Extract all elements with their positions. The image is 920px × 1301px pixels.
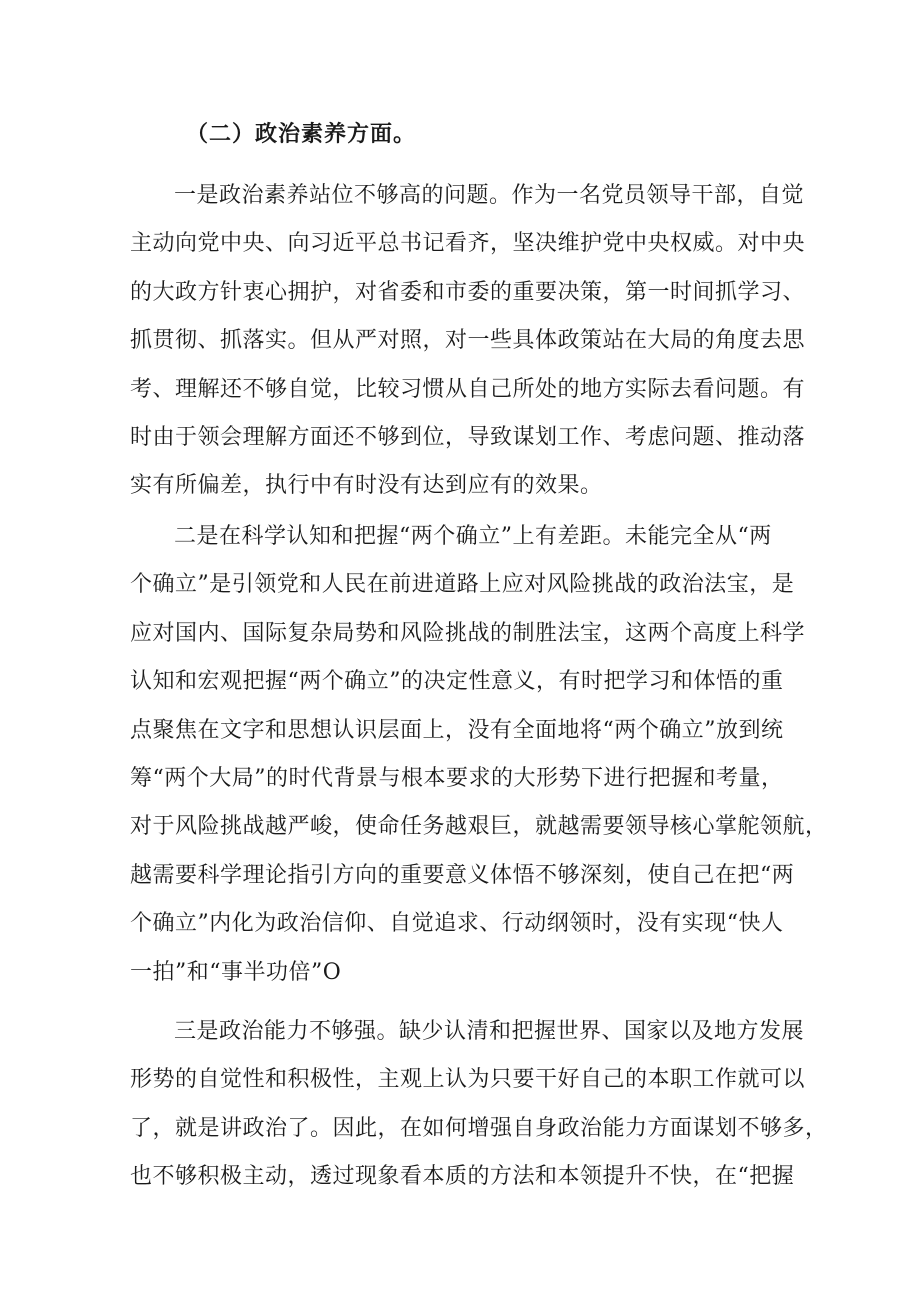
paragraph-line: 应对国内、国际复杂局势和风险挑战的制胜法宝，这两个高度上科学	[130, 620, 806, 646]
paragraph-two-establishments	[130, 513, 828, 997]
paragraph-line: 个确立”是引领党和人民在前进道路上应对风险挑战的政治法宝，是	[130, 572, 795, 598]
paragraph-line: 认知和宏观把握“两个确立”的决定性意义，有时把学习和体悟的重	[130, 669, 784, 695]
paragraph-line: 越需要科学理论指引方向的重要意义体悟不够深刻，使自己在把“两	[130, 862, 795, 888]
paragraph-line: 考、理解还不够自觉，比较习惯从自己所处的地方实际去看问题。有	[130, 376, 806, 402]
paragraph-line: 点聚焦在文字和思想认识层面上，没有全面地将“两个确立”放到统	[130, 717, 784, 743]
paragraph-line: 的大政方针衷心拥护，对省委和市委的重要决策，第一时间抓学习、	[130, 279, 806, 305]
paragraph-line: 了，就是讲政治了。因此，在如何增强自身政治能力方面谋划不够多，	[130, 1115, 828, 1141]
paragraph-political-standing	[130, 172, 806, 511]
paragraph-political-ability	[130, 1008, 828, 1202]
paragraph-line: 一是政治素养站位不够高的问题。作为一名党员领导干部，自觉	[174, 183, 805, 208]
paragraph-line: 时由于领会理解方面还不够到位，导致谋划工作、考虑问题、推动落	[130, 424, 806, 450]
paragraph-line: 也不够积极主动，透过现象看本质的方法和本领提升不快，在“把握	[130, 1164, 795, 1190]
paragraph-line: 二是在科学认知和把握“两个确立”上有差距。未能完全从“两	[174, 524, 772, 549]
paragraph-line: 个确立”内化为政治信仰、自觉追求、行动纲领时，没有实现“快人	[130, 911, 784, 937]
paragraph-line: 三是政治能力不够强。缺少认清和把握世界、国家以及地方发展	[174, 1019, 805, 1044]
paragraph-line: 形势的自觉性和积极性，主观上认为只要干好自己的本职工作就可以	[130, 1067, 806, 1093]
paragraph-line: 一拍”和“事半功倍”O	[130, 959, 342, 985]
paragraph-line: 抓贯彻、抓落实。但从严对照，对一些具体政策站在大局的角度去思	[130, 328, 806, 354]
section-heading: （二）政治素养方面。	[186, 121, 417, 147]
paragraph-line: 主动向党中央、向习近平总书记看齐，坚决维护党中央权威。对中央	[130, 231, 806, 257]
paragraph-line: 对于风险挑战越严峻，使命任务越艰巨，就越需要领导核心掌舵领航，	[130, 814, 828, 840]
paragraph-line: 实有所偏差，执行中有时没有达到应有的效果。	[130, 473, 603, 499]
paragraph-line: 筹“两个大局”的时代背景与根本要求的大形势下进行把握和考量，	[130, 765, 784, 791]
